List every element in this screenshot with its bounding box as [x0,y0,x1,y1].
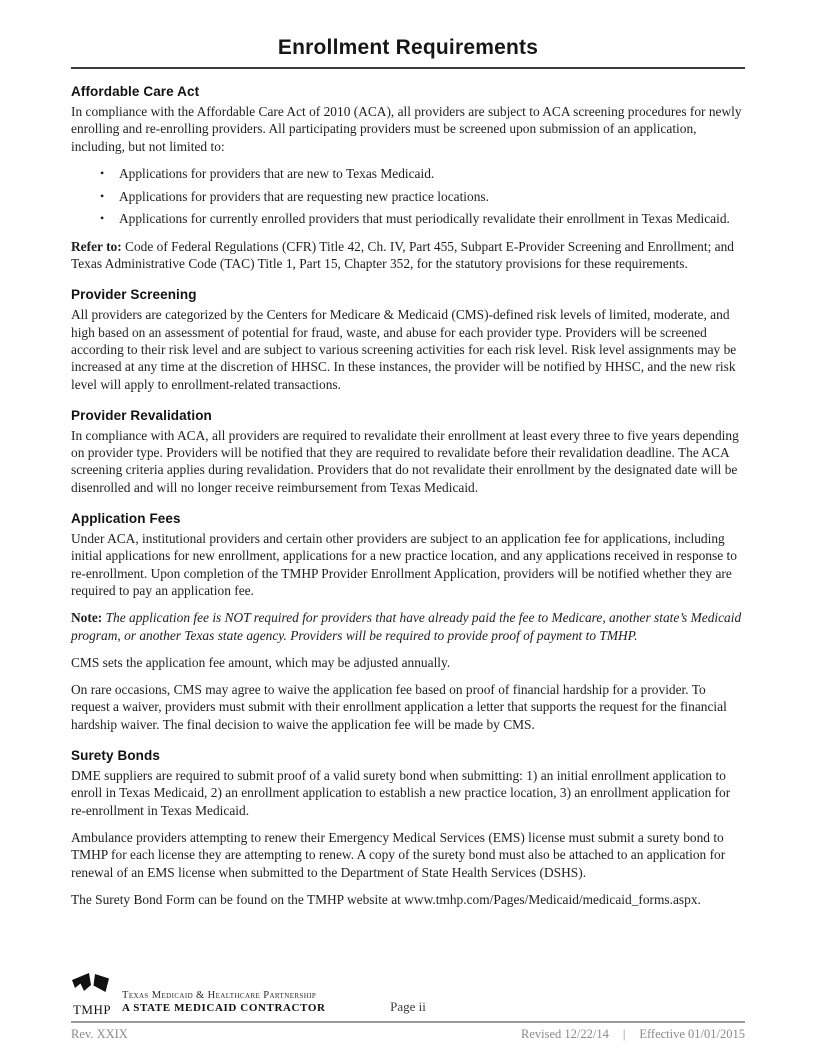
section-surety-bonds [71,748,745,908]
note-label: Note: [71,610,103,626]
revision-number: Rev. XXIX [71,1027,128,1041]
tmhp-logo-line1: Texas Medicaid & Healthcare Partnership [122,990,317,1002]
revised-date: Revised 12/22/14 [520,1027,609,1041]
separator: | [622,1027,626,1041]
section-provider-revalidation [71,408,745,496]
tmhp-logo-line2: A STATE MEDICAID CONTRACTOR [122,1002,326,1015]
section-heading: Provider Screening [71,287,197,303]
section-heading: Affordable Care Act [71,84,200,99]
document-header [71,36,745,69]
refer-to-paragraph [71,238,745,273]
section-heading: Surety Bonds [71,748,160,764]
footer-top-row [71,972,745,1021]
section-application-fees [71,511,745,733]
paragraph: All providers are categorized by the Centers for Medicare & Medicaid (CMS)-defined risk levels of limited, moderate, and high based on an assessment of potential for fraud, waste, and abuse for each provider type. Providers will be screened according to their risk level and are subject to various screening activities for each risk level. Risk level assignments may be increased at any time at the discretion of HHSC. In these instances, the provider will be notified by HHSC, and the new risk level will apply to enrollment-related transactions. [71,307,737,392]
paragraph: In compliance with the Affordable Care Act of 2010 (ACA), all providers are subject to ACA screening procedures for newly enrolling and re-enrolling providers. All participating providers must be screened upon submission of an application, including, but not limited to: [71,104,742,154]
list-item: • Applications for currently enrolled providers that must periodically revalidate their enrollment in Texas Medicaid. [119,210,745,227]
list-item: • Applications for providers that are requesting new practice locations. [119,188,745,205]
revision-dates [521,1027,745,1042]
section-provider-screening [71,287,745,392]
page-number: Page ii [390,999,426,1014]
paragraph: Ambulance providers attempting to renew their Emergency Medical Services (EMS) license must submit a surety bond to TMHP for each license they are attempting to renew. A copy of the surety bond must also be attached to an application for renewal of an EMS license when submitted to the Department of State Health Services (DSHS). [71,829,726,880]
list-item: • Applications for providers that are new to Texas Medicaid. [119,165,745,182]
document-content [71,36,745,918]
page-title: Enrollment Requirements [277,36,539,59]
section-heading: Application Fees [71,511,181,527]
tmhp-logo-icon [71,972,113,1002]
paragraph: In compliance with ACA, all providers are required to revalidate their enrollment at least every three to five years depending on provider type. Providers will be notified that they are required to revalidate before their revalidation deadline. The ACA screening criteria applies during revalidation. Providers that do not revalidate their enrollment by the designated date will be disenrolled and will no longer receive reimbursement from Texas Medicaid. [71,427,739,495]
section-affordable-care-act [71,84,745,272]
paragraph: DME suppliers are required to submit proof of a valid surety bond when submitting: 1) an initial enrollment application to enroll in Texas Medicaid, 2) an enrollment application to establish a new practice location, 3) an enrollment application for re-enrollment in Texas Medicaid. [71,768,731,818]
effective-date: Effective 01/01/2015 [639,1027,745,1041]
section-heading: Provider Revalidation [71,407,212,423]
note-text: The application fee is NOT required for providers that have already paid the fee to Medicare, another state’s Medicaid program, or another Texas state agency. Providers will be required to provide proof of payment to TMHP. [71,610,742,643]
page-footer [71,972,745,1042]
bullet-list [71,165,745,228]
paragraph: On rare occasions, CMS may agree to waive the application fee based on proof of financial hardship for a provider. To request a waiver, providers must submit with their enrollment application a letter that supports the request for the financial hardship waiver. The final decision to waive the application fee will be made by CMS. [71,682,727,732]
paragraph: Under ACA, institutional providers and certain other providers are subject to an application fee for applications, including initial applications for new enrollment, applications for a new practice location, and any applications received in response to re-enrollment. Upon completion of the TMHP Provider Enrollment Application, providers will be notified whether they are required to pay an application fee. [71,531,737,598]
revision-row [71,1023,745,1042]
paragraph: The Surety Bond Form can be found on the TMHP website at www.tmhp.com/Pages/Medicaid/medicaid_forms.aspx. [71,891,701,907]
paragraph: CMS sets the application fee amount, which may be adjusted annually. [71,654,451,670]
refer-to-label: Refer to: [71,238,122,254]
note-paragraph [71,609,745,644]
tmhp-logo-acronym: TMHP [72,1002,112,1017]
refer-to-text: Code of Federal Regulations (CFR) Title 42, Ch. IV, Part 455, Subpart E-Provider Screening and Enrollment; and Texas Administrative Code (TAC) Title 1, Part 15, Chapter 352, for the statutory provisions for these requirements. [71,238,734,272]
